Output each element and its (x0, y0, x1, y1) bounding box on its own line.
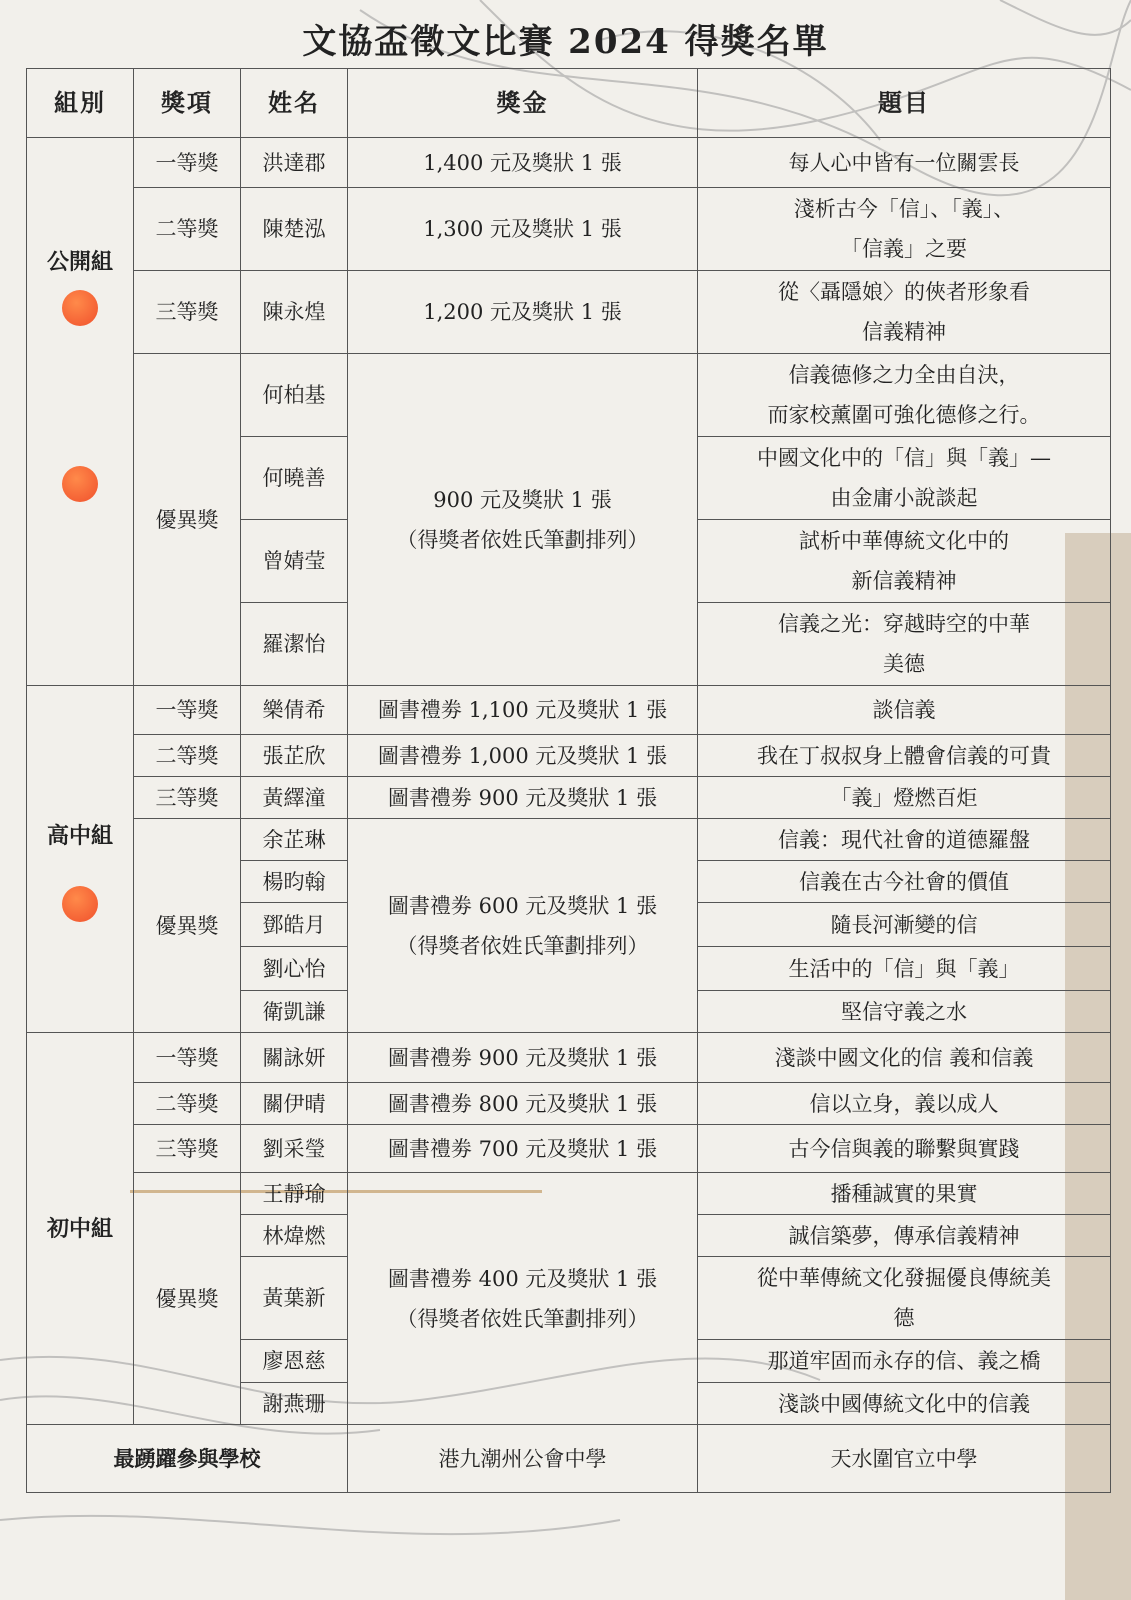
table-row (27, 1033, 1111, 1083)
name-cell: 衛凱謙 (241, 991, 348, 1033)
topic-cell: 淺談中國傳統文化中的信義 (698, 1383, 1111, 1425)
table-row (27, 1083, 1111, 1125)
topic-line: 「信義」之要 (841, 237, 967, 261)
prize-line: 圖書禮劵 400 元及獎狀 1 張 (387, 1266, 658, 1291)
name-cell: 關詠妍 (241, 1033, 348, 1083)
table-row (27, 1173, 1111, 1215)
topic-line: 信義德修之力全由自決， (788, 363, 1020, 387)
footer-label: 最踴躍參與學校 (27, 1425, 348, 1493)
topic-line: 德 (893, 1306, 915, 1330)
prize-cell: 圖書禮劵 1,000 元及獎狀 1 張 (348, 735, 698, 777)
table-header-row (27, 69, 1111, 138)
name-cell: 林煒燃 (241, 1215, 348, 1257)
prize-line: 圖書禮劵 600 元及獎狀 1 張 (387, 893, 658, 918)
prize-cell (348, 819, 698, 1033)
award-cell: 優異獎 (134, 1173, 241, 1425)
topic-line: 信義精神 (862, 320, 946, 344)
topic-line: 由金庸小說談起 (830, 486, 978, 510)
name-cell: 陳永煌 (241, 271, 348, 354)
prize-cell: 1,400 元及獎狀 1 張 (348, 138, 698, 188)
page-title: 文協盃徵文比賽 2024 得獎名單 (302, 22, 829, 62)
topic-cell: 隨長河漸變的信 (698, 903, 1111, 947)
group-label-senior: 高中組 (46, 823, 113, 849)
table-row (27, 1125, 1111, 1173)
name-cell: 黃葉新 (241, 1257, 348, 1340)
table-row (27, 138, 1111, 188)
footer-row (27, 1425, 1111, 1493)
topic-line: 中國文化中的「信」與「義」— (757, 446, 1051, 470)
table-row (27, 188, 1111, 271)
topic-cell (698, 1257, 1111, 1340)
table-row (27, 271, 1111, 354)
prize-cell: 1,200 元及獎狀 1 張 (348, 271, 698, 354)
award-cell: 二等獎 (134, 735, 241, 777)
award-cell: 二等獎 (134, 188, 241, 271)
topic-cell: 信義在古今社會的價值 (698, 861, 1111, 903)
prize-cell: 1,300 元及獎狀 1 張 (348, 188, 698, 271)
prize-cell (348, 354, 698, 686)
award-cell: 一等獎 (134, 1033, 241, 1083)
name-cell: 洪達郡 (241, 138, 348, 188)
prize-note: （得獎者依姓氏筆劃排列） (396, 527, 649, 552)
orange-dot-icon (62, 466, 98, 502)
award-cell: 二等獎 (134, 1083, 241, 1125)
orange-dot-icon (62, 290, 98, 326)
award-cell: 優異獎 (134, 354, 241, 686)
name-cell: 余芷琳 (241, 819, 348, 861)
topic-line: 從中華傳統文化發掘優良傳統美 (757, 1266, 1051, 1290)
prize-cell (348, 1173, 698, 1425)
topic-cell (698, 354, 1111, 437)
name-cell: 王靜瑜 (241, 1173, 348, 1215)
topic-line: 試析中華傳統文化中的 (799, 529, 1009, 553)
group-label-junior: 初中組 (46, 1215, 113, 1242)
group-label-open: 公開組 (46, 248, 113, 275)
topic-cell (698, 520, 1111, 603)
name-cell: 樂倩希 (241, 686, 348, 735)
group-cell-open (27, 138, 134, 686)
topic-cell: 「義」燈燃百炬 (698, 777, 1111, 819)
awards-table (26, 68, 1111, 1493)
prize-cell: 圖書禮劵 700 元及獎狀 1 張 (348, 1125, 698, 1173)
topic-cell: 淺談中國文化的信 義和信義 (698, 1033, 1111, 1083)
name-cell: 張芷欣 (241, 735, 348, 777)
table-row (27, 686, 1111, 735)
header-award: 獎項 (134, 69, 241, 138)
prize-cell: 圖書禮劵 1,100 元及獎狀 1 張 (348, 686, 698, 735)
topic-cell: 古今信與義的聯繫與實踐 (698, 1125, 1111, 1173)
topic-cell: 那道牢固而永存的信、義之橋 (698, 1340, 1111, 1383)
name-cell: 關伊晴 (241, 1083, 348, 1125)
award-cell: 一等獎 (134, 138, 241, 188)
topic-cell: 信義：現代社會的道德羅盤 (698, 819, 1111, 861)
group-cell-senior (27, 686, 134, 1033)
award-cell: 三等獎 (134, 777, 241, 819)
award-cell: 三等獎 (134, 1125, 241, 1173)
footer-school-1: 港九潮州公會中學 (348, 1425, 698, 1493)
header-name: 姓名 (241, 69, 348, 138)
orange-dot-icon (62, 886, 98, 922)
name-cell: 羅潔怡 (241, 603, 348, 686)
name-cell: 楊昀翰 (241, 861, 348, 903)
topic-cell (698, 271, 1111, 354)
topic-cell: 我在丁叔叔身上體會信義的可貴 (698, 735, 1111, 777)
topic-line: 而家校薰圍可強化德修之行。 (767, 403, 1041, 427)
prize-note: （得獎者依姓氏筆劃排列） (396, 933, 649, 958)
prize-cell: 圖書禮劵 900 元及獎狀 1 張 (348, 777, 698, 819)
table-row (27, 735, 1111, 777)
name-cell: 陳楚泓 (241, 188, 348, 271)
name-cell: 何柏基 (241, 354, 348, 437)
topic-cell: 每人心中皆有一位關雲長 (698, 138, 1111, 188)
topic-cell: 誠信築夢，傳承信義精神 (698, 1215, 1111, 1257)
award-cell: 三等獎 (134, 271, 241, 354)
prize-cell: 圖書禮劵 800 元及獎狀 1 張 (348, 1083, 698, 1125)
name-cell: 鄧皓月 (241, 903, 348, 947)
name-cell: 廖恩慈 (241, 1340, 348, 1383)
topic-line: 美德 (883, 652, 925, 676)
table-row (27, 354, 1111, 437)
header-group: 組別 (27, 69, 134, 138)
topic-line: 信義之光：穿越時空的中華 (778, 612, 1030, 636)
topic-cell: 生活中的「信」與「義」 (698, 947, 1111, 991)
prize-note: （得獎者依姓氏筆劃排列） (396, 1306, 649, 1331)
header-topic: 題目 (698, 69, 1111, 138)
topic-cell: 堅信守義之水 (698, 991, 1111, 1033)
name-cell: 何曉善 (241, 437, 348, 520)
topic-line: 新信義精神 (851, 569, 957, 593)
group-cell-junior (27, 1033, 134, 1425)
topic-cell (698, 188, 1111, 271)
topic-cell: 談信義 (698, 686, 1111, 735)
table-row (27, 777, 1111, 819)
name-cell: 劉采瑩 (241, 1125, 348, 1173)
name-cell: 謝燕珊 (241, 1383, 348, 1425)
footer-school-2: 天水圍官立中學 (698, 1425, 1111, 1493)
prize-line: 900 元及獎狀 1 張 (433, 487, 612, 512)
topic-cell: 信以立身，義以成人 (698, 1083, 1111, 1125)
header-prize: 獎金 (348, 69, 698, 138)
topic-cell: 播種誠實的果實 (698, 1173, 1111, 1215)
topic-line: 從〈聶隱娘〉的俠者形象看 (778, 280, 1030, 304)
table-row (27, 819, 1111, 861)
topic-cell (698, 437, 1111, 520)
name-cell: 黃繹潼 (241, 777, 348, 819)
award-cell: 一等獎 (134, 686, 241, 735)
name-cell: 劉心怡 (241, 947, 348, 991)
prize-cell: 圖書禮劵 900 元及獎狀 1 張 (348, 1033, 698, 1083)
name-cell: 曾婧莹 (241, 520, 348, 603)
topic-line: 淺析古今「信」、「義」、 (793, 197, 1015, 221)
topic-cell (698, 603, 1111, 686)
award-cell: 優異獎 (134, 819, 241, 1033)
